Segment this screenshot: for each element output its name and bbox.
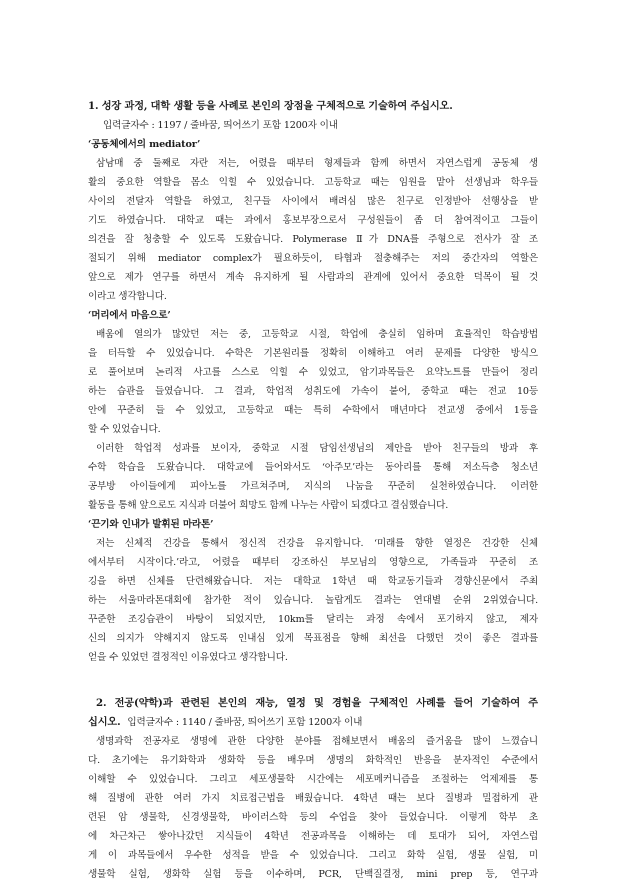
paragraph-line: 로 풀어보며 논리적 사고를 스스로 익힐 수 있었고, 암기과목들은 요약노트를 만들어 정리	[88, 367, 538, 378]
paragraph-line: 생명과학 전공자로 생명에 관한 다양한 분야를 접해보면서 배움의 즐거움을 많이 느꼈습니	[96, 736, 538, 747]
paragraph-line: 할 수 있었습니다.	[88, 424, 161, 435]
paragraph-line: 활동을 통해 앞으로도 지식과 더불어 희망도 함께 나누는 사람이 되겠다고 결심했습니다.	[88, 500, 449, 511]
paragraph-line: 꾸준한 조깅습관이 바탕이 되었지만, 10km를 달리는 과정 속에서 포기하지 않고, 제자	[88, 614, 538, 625]
question-2-heading: 2. 전공(약학)과 관련된 본인의 재능, 열정 및 경험을 구체적인 사례를 들어 기술하여 주	[96, 697, 538, 709]
paragraph-line: 하는 습관을 들였습니다. 그 결과, 학업적 성취도에 가속이 붙어, 중학교 때는 전교 10등	[88, 386, 538, 397]
paragraph-line: 생물학 실험, 생화학 실험 등을 이수하며, PCR, 단백질결정, mini prep 등, 연구과	[88, 869, 538, 880]
section-title-head-to-heart: ‘머리에서 마음으로’	[88, 310, 171, 321]
question-1-heading: 1. 성장 과정, 대학 생활 등을 사례로 본인의 장점을 구체적으로 기술하여 주십시오.	[88, 100, 453, 112]
paragraph-line: 련된 암 생물학, 신경생물학, 바이러스학 등의 수업을 찾아 들었습니다. 이렇게 학부 초	[88, 812, 538, 823]
question-2-limit: 입력글자수 : 1140 / 줄바꿈, 띄어쓰기 포함 1200자 이내	[127, 717, 363, 728]
paragraph-line: 사이의 전달자 역할을 하였고, 친구들 사이에서 배려심 많은 친구로 인정받아 선행상을 받	[88, 196, 538, 207]
paragraph-line: 삼남매 중 둘째로 자란 저는, 어렸을 때부터 형제들과 함께 하면서 자연스럽게 공동체 생	[96, 158, 538, 169]
section-title-mediator: ‘공동체에서의 mediator’	[88, 139, 201, 150]
section-title-marathon: ‘끈기와 인내가 발휘된 마라톤’	[88, 519, 214, 530]
paragraph-line: 얻을 수 있었던 결정적인 이유였다고 생각합니다.	[88, 652, 288, 663]
paragraph-line: 다. 초기에는 유기화학과 생화학 등을 배우며 생명의 화학적인 반응을 분자적인 수준에서	[88, 755, 538, 766]
paragraph-line: 깅을 하면 신체를 단련해왔습니다. 저는 대학교 1학년 때 학교동기들과 경향신문에서 주최	[88, 576, 538, 587]
question-1-limit: 입력글자수 : 1197 / 줄바꿈, 띄어쓰기 포함 1200자 이내	[103, 120, 338, 131]
paragraph-line: 공부방 아이들에게 피아노를 가르쳐주며, 지식의 나눔을 꾸준히 실천하였습니다. 이러한	[88, 481, 538, 492]
paragraph-line: 이라고 생각합니다.	[88, 291, 167, 302]
paragraph-line: 을 터득할 수 있었습니다. 수학은 기본원리를 정확히 이해하고 여러 문제를 다양한 방식으	[88, 348, 538, 359]
paragraph-line: 안에 꾸준히 들 수 있었고, 고등학교 때는 특히 수학에서 매년마다 전교생 중에서 1등을	[88, 405, 538, 416]
paragraph-line: 절되기 위해 mediator complex가 필요하듯이, 타협과 절충해주는 저의 중간자의 역할은	[88, 253, 538, 264]
question-2-heading-cont: 십시오.	[88, 716, 121, 728]
paragraph-line: 이러한 학업적 성과를 보이자, 중학교 시절 담임선생님의 제안을 받아 친구들의 방과 후	[96, 443, 538, 454]
paragraph-line: 수학 학습을 도왔습니다. 대학교에 들어와서도 ‘아주모’라는 동아리를 통해 저소득층 청소년	[88, 462, 538, 473]
paragraph-line: 에 차근차근 쌓아나갔던 지식들이 4학년 전공과목을 이해하는 데 토대가 되어, 자연스럽	[88, 831, 538, 842]
paragraph-line: 의견을 잘 청충할 수 있도록 도왔습니다. Polymerase Ⅱ가 DNA를 주형으로 전사가 잘 조	[88, 234, 538, 245]
paragraph-line: 배움에 열의가 많았던 저는 중, 고등학교 시절, 학업에 충실히 임하며 효율적인 학습방법	[96, 329, 538, 340]
paragraph-line: 하는 서울마라톤대회에 참가한 적이 있습니다. 놀랍게도 결과는 연대별 순위 2위였습니다.	[88, 595, 538, 606]
paragraph-line: 게 이 과목들에서 우수한 성적을 받을 수 있었습니다. 그리고 화학 실험, 생물 실험, 미	[88, 850, 538, 861]
paragraph-line: 이해할 수 있었습니다. 그리고 세포생물학 시간에는 세포메커니즘을 조절하는 억제제를 통	[88, 774, 538, 785]
paragraph-line: 신의 의지가 약해지지 않도록 인내심 있게 목표점을 향해 최선을 다했던 것이 좋은 결과를	[88, 633, 538, 644]
paragraph-line: 앞으로 제가 연구를 하면서 계속 유지하게 될 사람과의 관계에 있어서 중요한 덕목이 될 것	[88, 272, 538, 283]
paragraph-line: 기도 하였습니다. 대학교 때는 과에서 홍보부장으로서 구성원들이 좀 더 참여적이고 그들이	[88, 215, 538, 226]
paragraph-line: 활의 중요한 역할을 몸소 익힐 수 있었습니다. 고등학교 때는 임원을 맡아 선생님과 학우들	[88, 177, 538, 188]
paragraph-line: 저는 신체적 건강을 통해서 정신적 건강을 유지합니다. ‘미래를 향한 열정은 건강한 신체	[96, 538, 538, 549]
paragraph-line: 해 질병에 관한 여러 가지 치료접근법을 배웠습니다. 4학년 때는 보다 질병과 밀접하게 관	[88, 793, 538, 804]
paragraph-line: 에서부터 시작이다.’라고, 어렸을 때부터 강조하신 부모님의 영향으로, 가족들과 꾸준히 조	[88, 557, 538, 568]
